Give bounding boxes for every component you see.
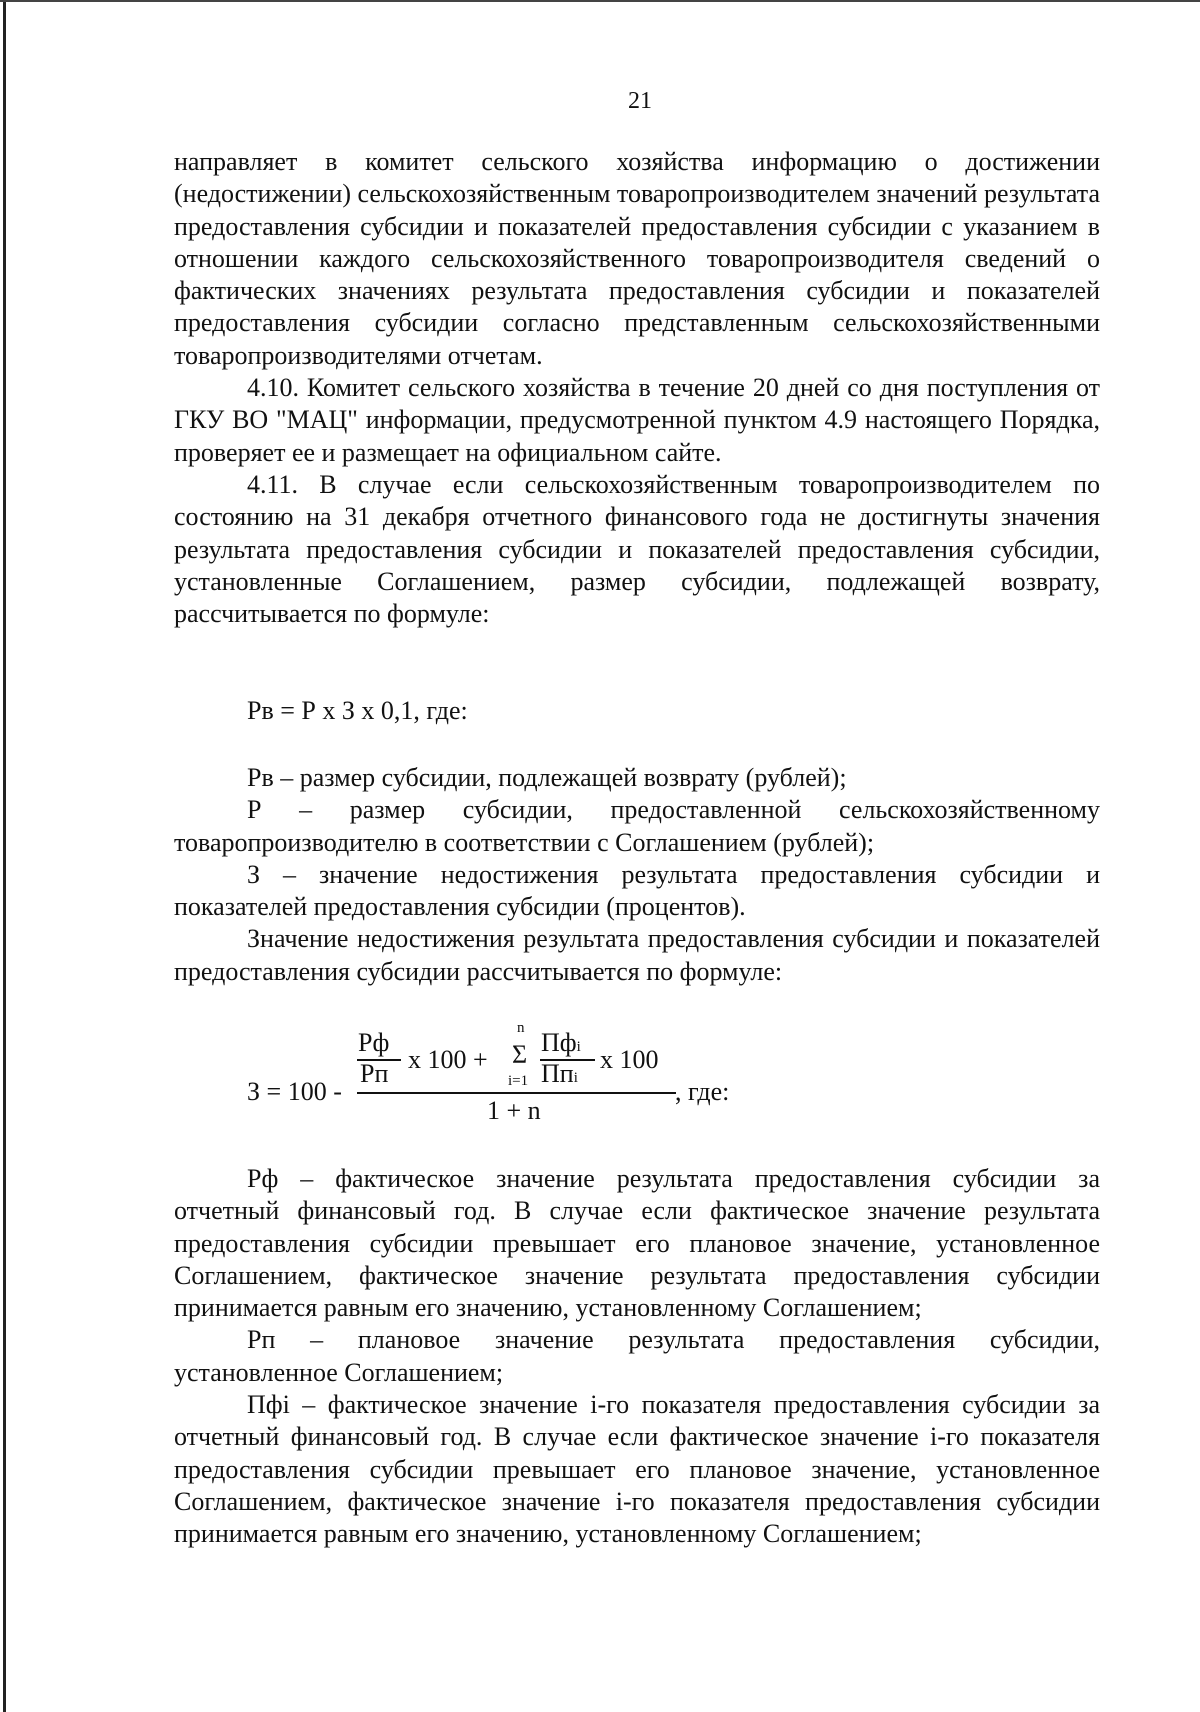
page-number: 21 — [628, 88, 652, 114]
main-fraction-bar — [357, 1092, 676, 1094]
formula-pp: Ппi — [541, 1059, 578, 1088]
definition-pfi: Пфi – фактическое значение i-го показателя предоставления субсидии за отчетный финансовый год. В случае если фактическое значение i-го показателя предоставления субсидии превышает его плановое значение, установленное Соглашением, фактическое значение i-го показателя предоставления субсидии принимается равным его значению, установленному Соглашением; — [174, 1390, 1100, 1549]
formula-x100-plus: х 100 + — [408, 1045, 488, 1074]
formula-intro: Значение недостижения результата предоставления субсидии и показателей предоставления субсидии рассчитывается по формуле: — [174, 924, 1100, 986]
sum-lower-limit: i=1 — [508, 1073, 529, 1089]
formula-rp: Рп — [360, 1059, 389, 1088]
formula-pf: Пфi — [541, 1028, 581, 1057]
text-section-2 — [174, 762, 1100, 988]
sum-sigma: Σ — [512, 1040, 528, 1069]
sum-upper-limit: n — [517, 1020, 525, 1036]
formula-refund: Рв = Р х З х 0,1, где: — [247, 696, 468, 725]
definition-pv: Рв – размер субсидии, подлежащей возврату (рублей); — [247, 763, 847, 792]
text-section-3 — [174, 1163, 1100, 1551]
definition-rf: Рф – фактическое значение результата предоставления субсидии за отчетный финансовый год. В случае если фактическое значение результата предоставления субсидии превышает его плановое значение, установленное Соглашением, фактическое значение результата предоставления субсидии принимается равным его значению, установленному Соглашением; — [174, 1164, 1100, 1323]
text-section-1 — [174, 146, 1100, 630]
page-border-top — [0, 0, 1200, 2]
formula-rf: Рф — [358, 1028, 390, 1057]
definition-z: З – значение недостижения результата предоставления субсидии и показателей предоставления субсидии (процентов). — [174, 859, 1100, 922]
definition-rp: Рп – плановое значение результата предоставления субсидии, установленное Соглашением; — [174, 1325, 1100, 1387]
paragraph-4-10: 4.10. Комитет сельского хозяйства в течение 20 дней со дня поступления от ГКУ ВО "МАЦ" информации, предусмотренной пунктом 4.9 настоящего Порядка, проверяет ее и размещает на официальном сайте. — [174, 373, 1100, 467]
paragraph-4-11: 4.11. В случае если сельскохозяйственным товаропроизводителем по состоянию на 31 декабря отчетного финансового года не достигнуты значения результата предоставления субсидии и показателей предоставления субсидии, установленные Соглашением, размер субсидии, подлежащей возврату, рассчитывается по формуле: — [174, 469, 1100, 629]
formula-tail: , где: — [675, 1077, 730, 1106]
formula-x100: х 100 — [600, 1045, 659, 1074]
formula-denominator: 1 + n — [487, 1096, 541, 1125]
paragraph-continuation: направляет в комитет сельского хозяйства информацию о достижении (недостижении) сельскохозяйственным товаропроизводителем значений результата предоставления субсидии и показателей предоставления субсидии с указанием в отношении каждого сельскохозяйственного товаропроизводителя сведений о фактических значениях результата предоставления субсидии и показателей предоставления субсидии согласно представленным сельскохозяйственными товаропроизводителями отчетам. — [174, 147, 1100, 370]
page-border-left — [3, 0, 6, 1712]
formula-lhs: З = 100 - — [247, 1077, 342, 1106]
definition-p: Р – размер субсидии, предоставленной сельскохозяйственному товаропроизводителю в соответствии с Соглашением (рублей); — [174, 795, 1100, 857]
